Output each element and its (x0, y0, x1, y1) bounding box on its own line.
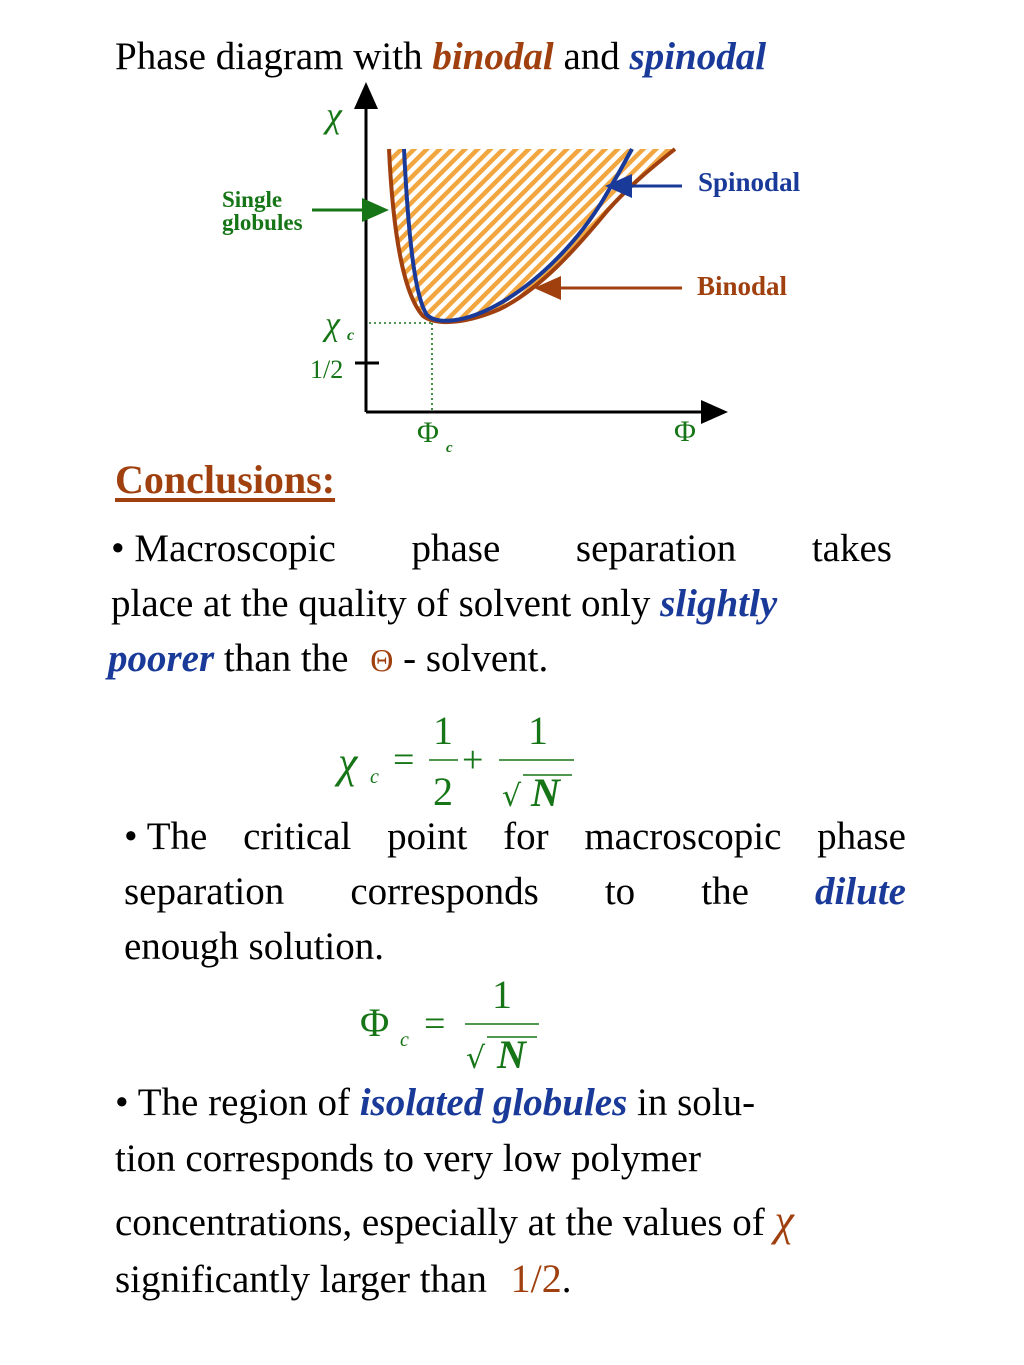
phi-c-subscript: c (446, 440, 453, 456)
formula2-num: 1 (492, 972, 512, 1017)
bullet-1-line-3 (108, 631, 892, 688)
word: separation (124, 870, 285, 913)
single-globules-label-line1: Single (222, 187, 283, 212)
word: • Macroscopic (111, 527, 336, 570)
bullet-3-line-4 (115, 1251, 915, 1308)
formula1-den1: 2 (433, 769, 453, 814)
half-tick-label: 1/2 (310, 355, 344, 384)
title-spinodal: spinodal (629, 35, 767, 78)
phi-c-symbol: Φ (417, 416, 439, 449)
bullet-2 (124, 809, 906, 974)
text: - solvent. (403, 637, 549, 680)
formula2-lhs: Φ (360, 1000, 390, 1045)
y-axis-label: χ (326, 95, 342, 135)
formula2-sqrt: √ (466, 1041, 486, 1076)
word: to (604, 870, 636, 913)
bullet-2-line-2 (124, 864, 906, 919)
bullet-2-line-1 (124, 809, 906, 864)
half-value: 1/2 (510, 1256, 562, 1301)
text: • The region of (115, 1081, 350, 1124)
word: separation (575, 527, 737, 570)
text: than the (223, 637, 349, 680)
bullet-1 (108, 521, 892, 688)
text: place at the quality of solvent only (111, 582, 651, 625)
period: . (561, 1258, 572, 1301)
word: phase (817, 815, 906, 858)
title-and: and (563, 35, 620, 78)
emphasis-poorer: poorer (108, 637, 215, 680)
bullet-3 (115, 1075, 915, 1308)
word: point (387, 815, 468, 858)
word: corresponds (350, 870, 539, 913)
word: the (701, 870, 749, 913)
title-prefix: Phase diagram with (115, 35, 423, 78)
word: macroscopic (584, 815, 782, 858)
formula1-lhs: χ (338, 738, 358, 787)
bullet-3-line-1 (115, 1075, 915, 1131)
text: significantly larger than (115, 1258, 487, 1301)
text: concentrations, especially at the values of (115, 1201, 765, 1244)
conclusions-heading: Conclusions: (115, 457, 336, 502)
formula2-den: N (497, 1032, 526, 1077)
single-globules-label-line2: globules (222, 210, 303, 235)
spinodal-label: Spinodal (698, 167, 801, 197)
word: takes (811, 527, 892, 570)
formula2-eq: = (424, 1003, 446, 1045)
formula1-plus: + (462, 739, 484, 781)
bullet-1-line-2 (111, 576, 892, 631)
emphasis-isolated-globules: isolated globules (359, 1081, 628, 1124)
theta-symbol: Θ (370, 642, 394, 678)
formula1-lhs-sub: c (370, 766, 379, 788)
formula1-eq: = (393, 739, 415, 781)
formula1-sqrt: √ (502, 779, 522, 814)
two-phase-region (389, 149, 675, 322)
bullet-2-line-3: enough solution. (124, 925, 384, 968)
binodal-label: Binodal (697, 271, 788, 301)
formula2-lhs-sub: c (400, 1029, 409, 1051)
word: phase (411, 527, 501, 570)
word: critical (243, 815, 352, 858)
x-axis-label: Φ (674, 415, 696, 448)
word: • The (124, 815, 208, 858)
phase-diagram (0, 0, 1024, 470)
bullet-1-line-1 (111, 521, 892, 576)
bullet-3-line-2: tion corresponds to very low polymer (115, 1137, 701, 1180)
chi-c-symbol: χ (325, 306, 340, 343)
text: in solu- (637, 1081, 756, 1124)
title-binodal: binodal (432, 35, 554, 78)
formula1-num1: 1 (433, 708, 453, 753)
formula1-den2: N (531, 770, 560, 815)
bullet-3-line-3 (115, 1193, 915, 1251)
emphasis-slightly: slightly (660, 582, 778, 625)
emphasis-dilute: dilute (814, 870, 906, 913)
chi-symbol: χ (774, 1196, 794, 1245)
word: for (503, 815, 549, 858)
chi-c-subscript: c (347, 327, 355, 344)
formula1-num2: 1 (528, 708, 548, 753)
